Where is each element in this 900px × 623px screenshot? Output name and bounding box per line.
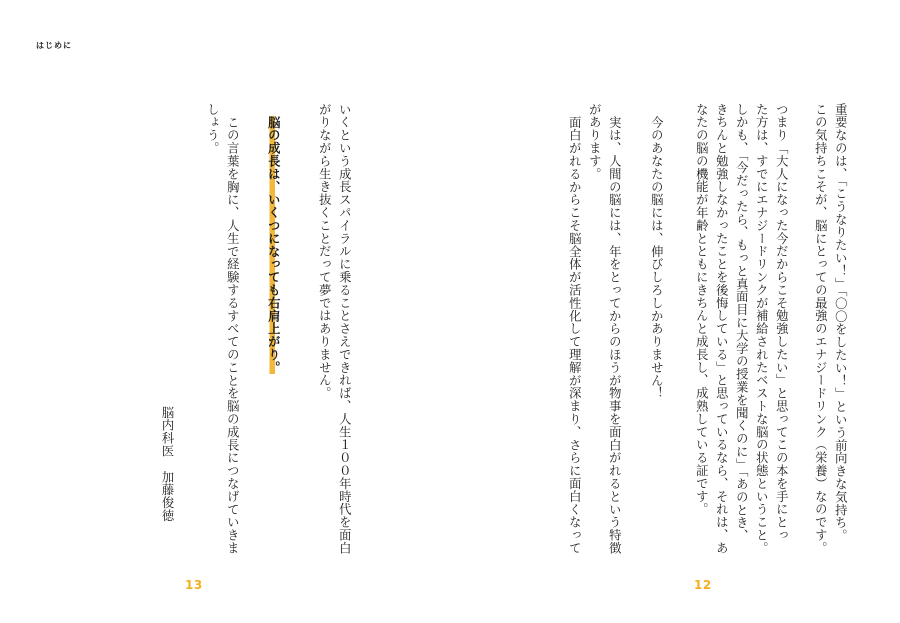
text-column: この気持ちこそが、脳にとっての最強のエナジードリンク（栄養）なのです。	[813, 103, 828, 555]
text-column: この言葉を胸に、人生で経験するすべてのことを脳の成長につなげていきま	[225, 116, 240, 555]
text-column: しょう。	[205, 103, 220, 155]
page-number-right: 12	[694, 578, 712, 592]
text-column: がりながら生き抜くことだって夢ではありません。	[317, 103, 332, 400]
text-column: があります。	[587, 103, 602, 181]
text-column: つまり「大人になった今だからこそ勉強したい」と思ってこの本を手にとっ	[774, 103, 789, 542]
text-column: 面白がれるからこそ脳全体が活性化して理解が深まり、さらに面白くなって	[567, 116, 582, 555]
page-number-left: 13	[185, 578, 203, 592]
text-column: いくという成長スパイラルに乗ることさえできれば、人生１００年時代を面白	[337, 103, 352, 555]
text-column: 重要なのは、「こうなりたい！」「〇〇をしたい！」という前向きな気持ち。	[833, 103, 848, 543]
author-signature: 脳内科医 加藤俊徳	[160, 406, 174, 523]
text-column: 今のあなたの脳には、伸びしろしかありません！	[649, 116, 664, 400]
highlight-statement: 脳の成長は、いくつになっても右肩上がり。	[266, 116, 281, 374]
text-column: きちんと勉強しなかったことを後悔している」と思っているなら、それは、あ	[714, 103, 729, 555]
text-column: しかも、「今だったら、もっと真面目に大学の授業を聞くのに」「あのとき、	[734, 103, 749, 543]
text-column: なたの脳の機能が年齢とともにきちんと成長し、成熟している証です。	[694, 103, 709, 516]
text-column: 実は、人間の脳には、年をとってからのほうが物事を面白がれるという特徴	[607, 116, 622, 555]
section-label: はじめに	[36, 41, 72, 50]
text-column: た方は、すでにエナジードリンクが補給されたベストな脳の状態ということ。	[754, 103, 769, 555]
